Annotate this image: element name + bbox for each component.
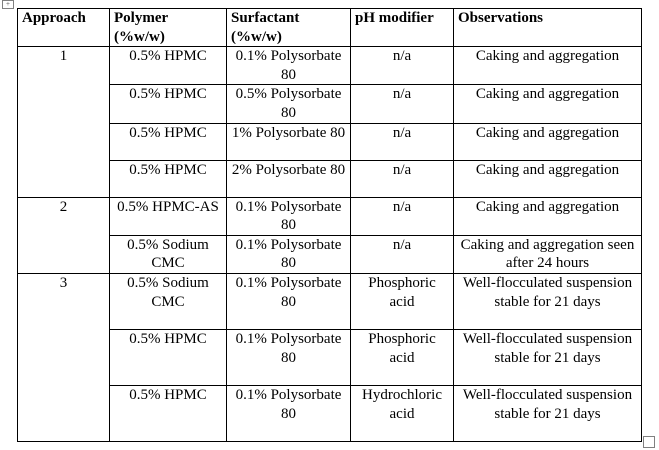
polymer-cell: 0.5% HPMC — [110, 329, 227, 385]
approach-cell: 1 — [18, 47, 110, 197]
header-approach: Approach — [18, 9, 110, 47]
formulation-table — [17, 8, 642, 442]
table-header-row — [18, 9, 642, 47]
header-observations: Observations — [454, 9, 642, 47]
header-ph-modifier: pH modifier — [351, 9, 454, 47]
surfactant-cell: 0.1% Polysorbate 80 — [227, 197, 351, 235]
table-body — [18, 47, 642, 442]
ph-modifier-cell: n/a — [351, 47, 454, 85]
ph-modifier-cell: Phosphoric acid — [351, 273, 454, 329]
approach-cell: 3 — [18, 273, 110, 441]
ph-modifier-cell: Phosphoric acid — [351, 329, 454, 385]
observations-cell: Caking and aggregation — [454, 47, 642, 85]
ph-modifier-cell: n/a — [351, 235, 454, 273]
table-resize-handle[interactable] — [643, 436, 655, 448]
surfactant-cell: 0.1% Polysorbate 80 — [227, 47, 351, 85]
polymer-cell: 0.5% HPMC — [110, 385, 227, 441]
polymer-cell: 0.5% Sodium CMC — [110, 235, 227, 273]
table-row — [18, 47, 642, 85]
table-row — [18, 235, 642, 273]
table-row — [18, 85, 642, 123]
surfactant-cell: 2% Polysorbate 80 — [227, 160, 351, 197]
surfactant-cell: 0.1% Polysorbate 80 — [227, 273, 351, 329]
surfactant-cell: 0.5% Polysorbate 80 — [227, 85, 351, 123]
polymer-cell: 0.5% HPMC — [110, 160, 227, 197]
observations-cell: Well-flocculated suspension stable for 21 days — [454, 385, 642, 441]
ph-modifier-cell: n/a — [351, 85, 454, 123]
polymer-cell: 0.5% HPMC-AS — [110, 197, 227, 235]
table-row — [18, 123, 642, 160]
header-surfactant: Surfactant (%w/w) — [227, 9, 351, 47]
table-row — [18, 197, 642, 235]
table-row — [18, 329, 642, 385]
header-polymer: Polymer (%w/w) — [110, 9, 227, 47]
polymer-cell: 0.5% HPMC — [110, 85, 227, 123]
polymer-cell: 0.5% HPMC — [110, 47, 227, 85]
surfactant-cell: 1% Polysorbate 80 — [227, 123, 351, 160]
table-move-handle[interactable]: + — [2, 0, 14, 9]
surfactant-cell: 0.1% Polysorbate 80 — [227, 235, 351, 273]
table-row — [18, 160, 642, 197]
ph-modifier-cell: Hydrochloric acid — [351, 385, 454, 441]
surfactant-cell: 0.1% Polysorbate 80 — [227, 385, 351, 441]
ph-modifier-cell: n/a — [351, 197, 454, 235]
observations-cell: Caking and aggregation — [454, 85, 642, 123]
observations-cell: Caking and aggregation — [454, 197, 642, 235]
observations-cell: Caking and aggregation — [454, 160, 642, 197]
ph-modifier-cell: n/a — [351, 123, 454, 160]
table-row — [18, 273, 642, 329]
observations-cell: Caking and aggregation seen after 24 hours — [454, 235, 642, 273]
ph-modifier-cell: n/a — [351, 160, 454, 197]
observations-cell: Caking and aggregation — [454, 123, 642, 160]
polymer-cell: 0.5% Sodium CMC — [110, 273, 227, 329]
surfactant-cell: 0.1% Polysorbate 80 — [227, 329, 351, 385]
table-row — [18, 385, 642, 441]
approach-cell: 2 — [18, 197, 110, 273]
polymer-cell: 0.5% HPMC — [110, 123, 227, 160]
observations-cell: Well-flocculated suspension stable for 21 days — [454, 329, 642, 385]
observations-cell: Well-flocculated suspension stable for 21 days — [454, 273, 642, 329]
